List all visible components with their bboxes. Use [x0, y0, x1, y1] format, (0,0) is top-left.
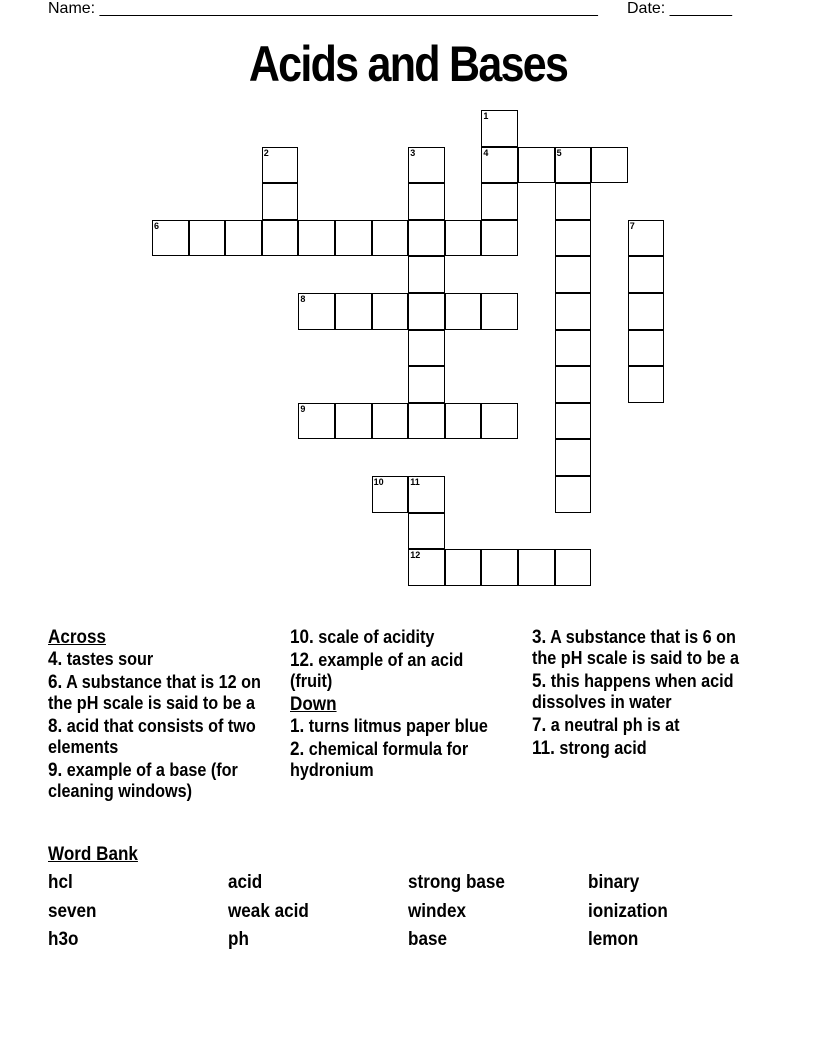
cell-number: 8 [300, 294, 306, 304]
crossword-cell[interactable] [189, 220, 226, 257]
clue-text: strong acid [559, 738, 647, 758]
crossword-cell[interactable] [408, 183, 445, 220]
clue-down-1 [290, 716, 506, 737]
crossword-cell[interactable] [408, 476, 445, 513]
clue-across-4 [48, 649, 273, 670]
clue-text: chemical formula for hydronium [290, 739, 469, 780]
clue-text: a neutral ph is at [550, 715, 680, 735]
crossword-cell[interactable] [628, 366, 665, 403]
crossword-cell[interactable] [518, 147, 555, 184]
clue-number: 4. [48, 649, 63, 670]
crossword-cell[interactable] [555, 147, 592, 184]
clues-column-1 [48, 627, 273, 804]
clue-number: 3. [532, 627, 547, 648]
word-bank-item: windex [408, 901, 466, 922]
crossword-cell[interactable] [518, 549, 555, 586]
crossword-cell[interactable] [481, 293, 518, 330]
clue-text: acid that consists of two elements [48, 716, 256, 757]
crossword-cell[interactable] [481, 147, 518, 184]
crossword-cell[interactable] [408, 220, 445, 257]
crossword-cell[interactable] [298, 220, 335, 257]
crossword-cell[interactable] [555, 476, 592, 513]
word-bank-item: weak acid [228, 901, 309, 922]
clue-text: A substance that is 6 on the pH scale is said to be a [532, 627, 740, 668]
word-bank-item: lemon [588, 929, 639, 950]
crossword-cell[interactable] [628, 330, 665, 367]
date-field-label: Date: _______ [627, 0, 732, 17]
word-bank-heading: Word Bank [48, 844, 138, 865]
crossword-cell[interactable] [445, 549, 482, 586]
crossword-cell[interactable] [481, 183, 518, 220]
word-bank-item: ionization [588, 901, 668, 922]
crossword-cell[interactable] [591, 147, 628, 184]
crossword-cell[interactable] [408, 513, 445, 550]
word-bank-item: seven [48, 901, 97, 922]
cell-number: 7 [629, 220, 635, 231]
clue-down-5 [532, 671, 753, 713]
clues-column-3 [532, 627, 753, 761]
clue-number: 1. [290, 716, 305, 737]
crossword-cell[interactable] [298, 403, 335, 440]
clue-number: 8. [48, 716, 63, 737]
clue-text: turns litmus paper blue [308, 716, 488, 736]
clue-down-2 [290, 739, 506, 781]
clue-number: 9. [48, 760, 63, 781]
cell-number: 6 [154, 220, 160, 231]
cell-number: 9 [300, 403, 306, 414]
cell-number: 4 [483, 147, 489, 158]
crossword-cell[interactable] [555, 220, 592, 257]
clue-across-10 [290, 627, 506, 648]
crossword-cell[interactable] [555, 256, 592, 293]
crossword-cell[interactable] [408, 293, 445, 330]
clues-column-2 [290, 627, 506, 783]
crossword-cell[interactable] [152, 220, 189, 257]
clue-across-12 [290, 650, 506, 692]
crossword-cell[interactable] [372, 293, 409, 330]
clue-text: example of a base (for cleaning windows) [48, 760, 238, 801]
cell-number: 2 [263, 147, 269, 158]
crossword-cell[interactable] [481, 403, 518, 440]
crossword-cell[interactable] [481, 220, 518, 257]
crossword-cell[interactable] [408, 366, 445, 403]
clue-number: 6. [48, 672, 63, 693]
cell-number: 10 [373, 477, 384, 487]
crossword-cell[interactable] [445, 293, 482, 330]
crossword-cell[interactable] [225, 220, 262, 257]
crossword-cell[interactable] [335, 293, 372, 330]
page-title: Acids and Bases [248, 36, 568, 92]
crossword-cell[interactable] [445, 403, 482, 440]
crossword-cell[interactable] [408, 256, 445, 293]
across-heading: Across [48, 627, 106, 648]
crossword-cell[interactable] [408, 549, 445, 586]
word-bank-item: base [408, 929, 447, 950]
down-heading: Down [290, 694, 337, 715]
crossword-cell[interactable] [555, 330, 592, 367]
word-bank-item: ph [228, 929, 249, 950]
name-field-label: Name: ________________________________________________________ [48, 0, 598, 17]
clue-down-7 [532, 715, 753, 736]
crossword-cell[interactable] [555, 183, 592, 220]
crossword-cell[interactable] [555, 439, 592, 476]
crossword-cell[interactable] [298, 293, 335, 330]
word-bank-item: hcl [48, 872, 73, 893]
crossword-cell[interactable] [372, 476, 409, 513]
clue-number: 10. [290, 627, 314, 648]
clue-text: A substance that is 12 on the pH scale is said to be a [48, 672, 261, 713]
crossword-cell[interactable] [481, 110, 518, 147]
clue-number: 11. [532, 738, 555, 759]
cell-number: 12 [410, 550, 421, 561]
word-bank-item: acid [228, 872, 263, 893]
clue-text: example of an acid (fruit) [290, 650, 464, 691]
crossword-cell[interactable] [555, 293, 592, 330]
crossword-cell[interactable] [555, 549, 592, 586]
clue-number: 2. [290, 739, 305, 760]
clue-across-9 [48, 760, 273, 802]
word-bank-item: strong base [408, 872, 505, 893]
clue-text: this happens when acid dissolves in water [532, 671, 734, 712]
crossword-cell[interactable] [408, 147, 445, 184]
crossword-cell[interactable] [372, 220, 409, 257]
clue-across-6 [48, 672, 273, 714]
clue-across-8 [48, 716, 273, 758]
word-bank-item: binary [588, 872, 640, 893]
crossword-cell[interactable] [481, 549, 518, 586]
crossword-cell[interactable] [372, 403, 409, 440]
clue-down-11 [532, 738, 753, 759]
crossword-cell[interactable] [628, 256, 665, 293]
clue-number: 5. [532, 671, 547, 692]
cell-number: 1 [483, 111, 489, 121]
cell-number: 3 [410, 147, 416, 158]
crossword-cell[interactable] [628, 220, 665, 257]
clue-text: scale of acidity [318, 627, 435, 647]
word-bank-item: h3o [48, 929, 79, 950]
clue-down-3 [532, 627, 753, 669]
clue-number: 12. [290, 650, 314, 671]
crossword-cell[interactable] [335, 403, 372, 440]
crossword-cell[interactable] [262, 147, 299, 184]
clue-text: tastes sour [66, 649, 154, 669]
crossword-cell[interactable] [408, 330, 445, 367]
cell-number: 5 [556, 147, 562, 158]
clue-number: 7. [532, 715, 547, 736]
crossword-cell[interactable] [445, 220, 482, 257]
crossword-cell[interactable] [262, 183, 299, 220]
crossword-cell[interactable] [555, 403, 592, 440]
crossword-cell[interactable] [262, 220, 299, 257]
crossword-cell[interactable] [335, 220, 372, 257]
crossword-cell[interactable] [555, 366, 592, 403]
crossword-cell[interactable] [408, 403, 445, 440]
cell-number: 11 [410, 477, 420, 487]
crossword-cell[interactable] [628, 293, 665, 330]
